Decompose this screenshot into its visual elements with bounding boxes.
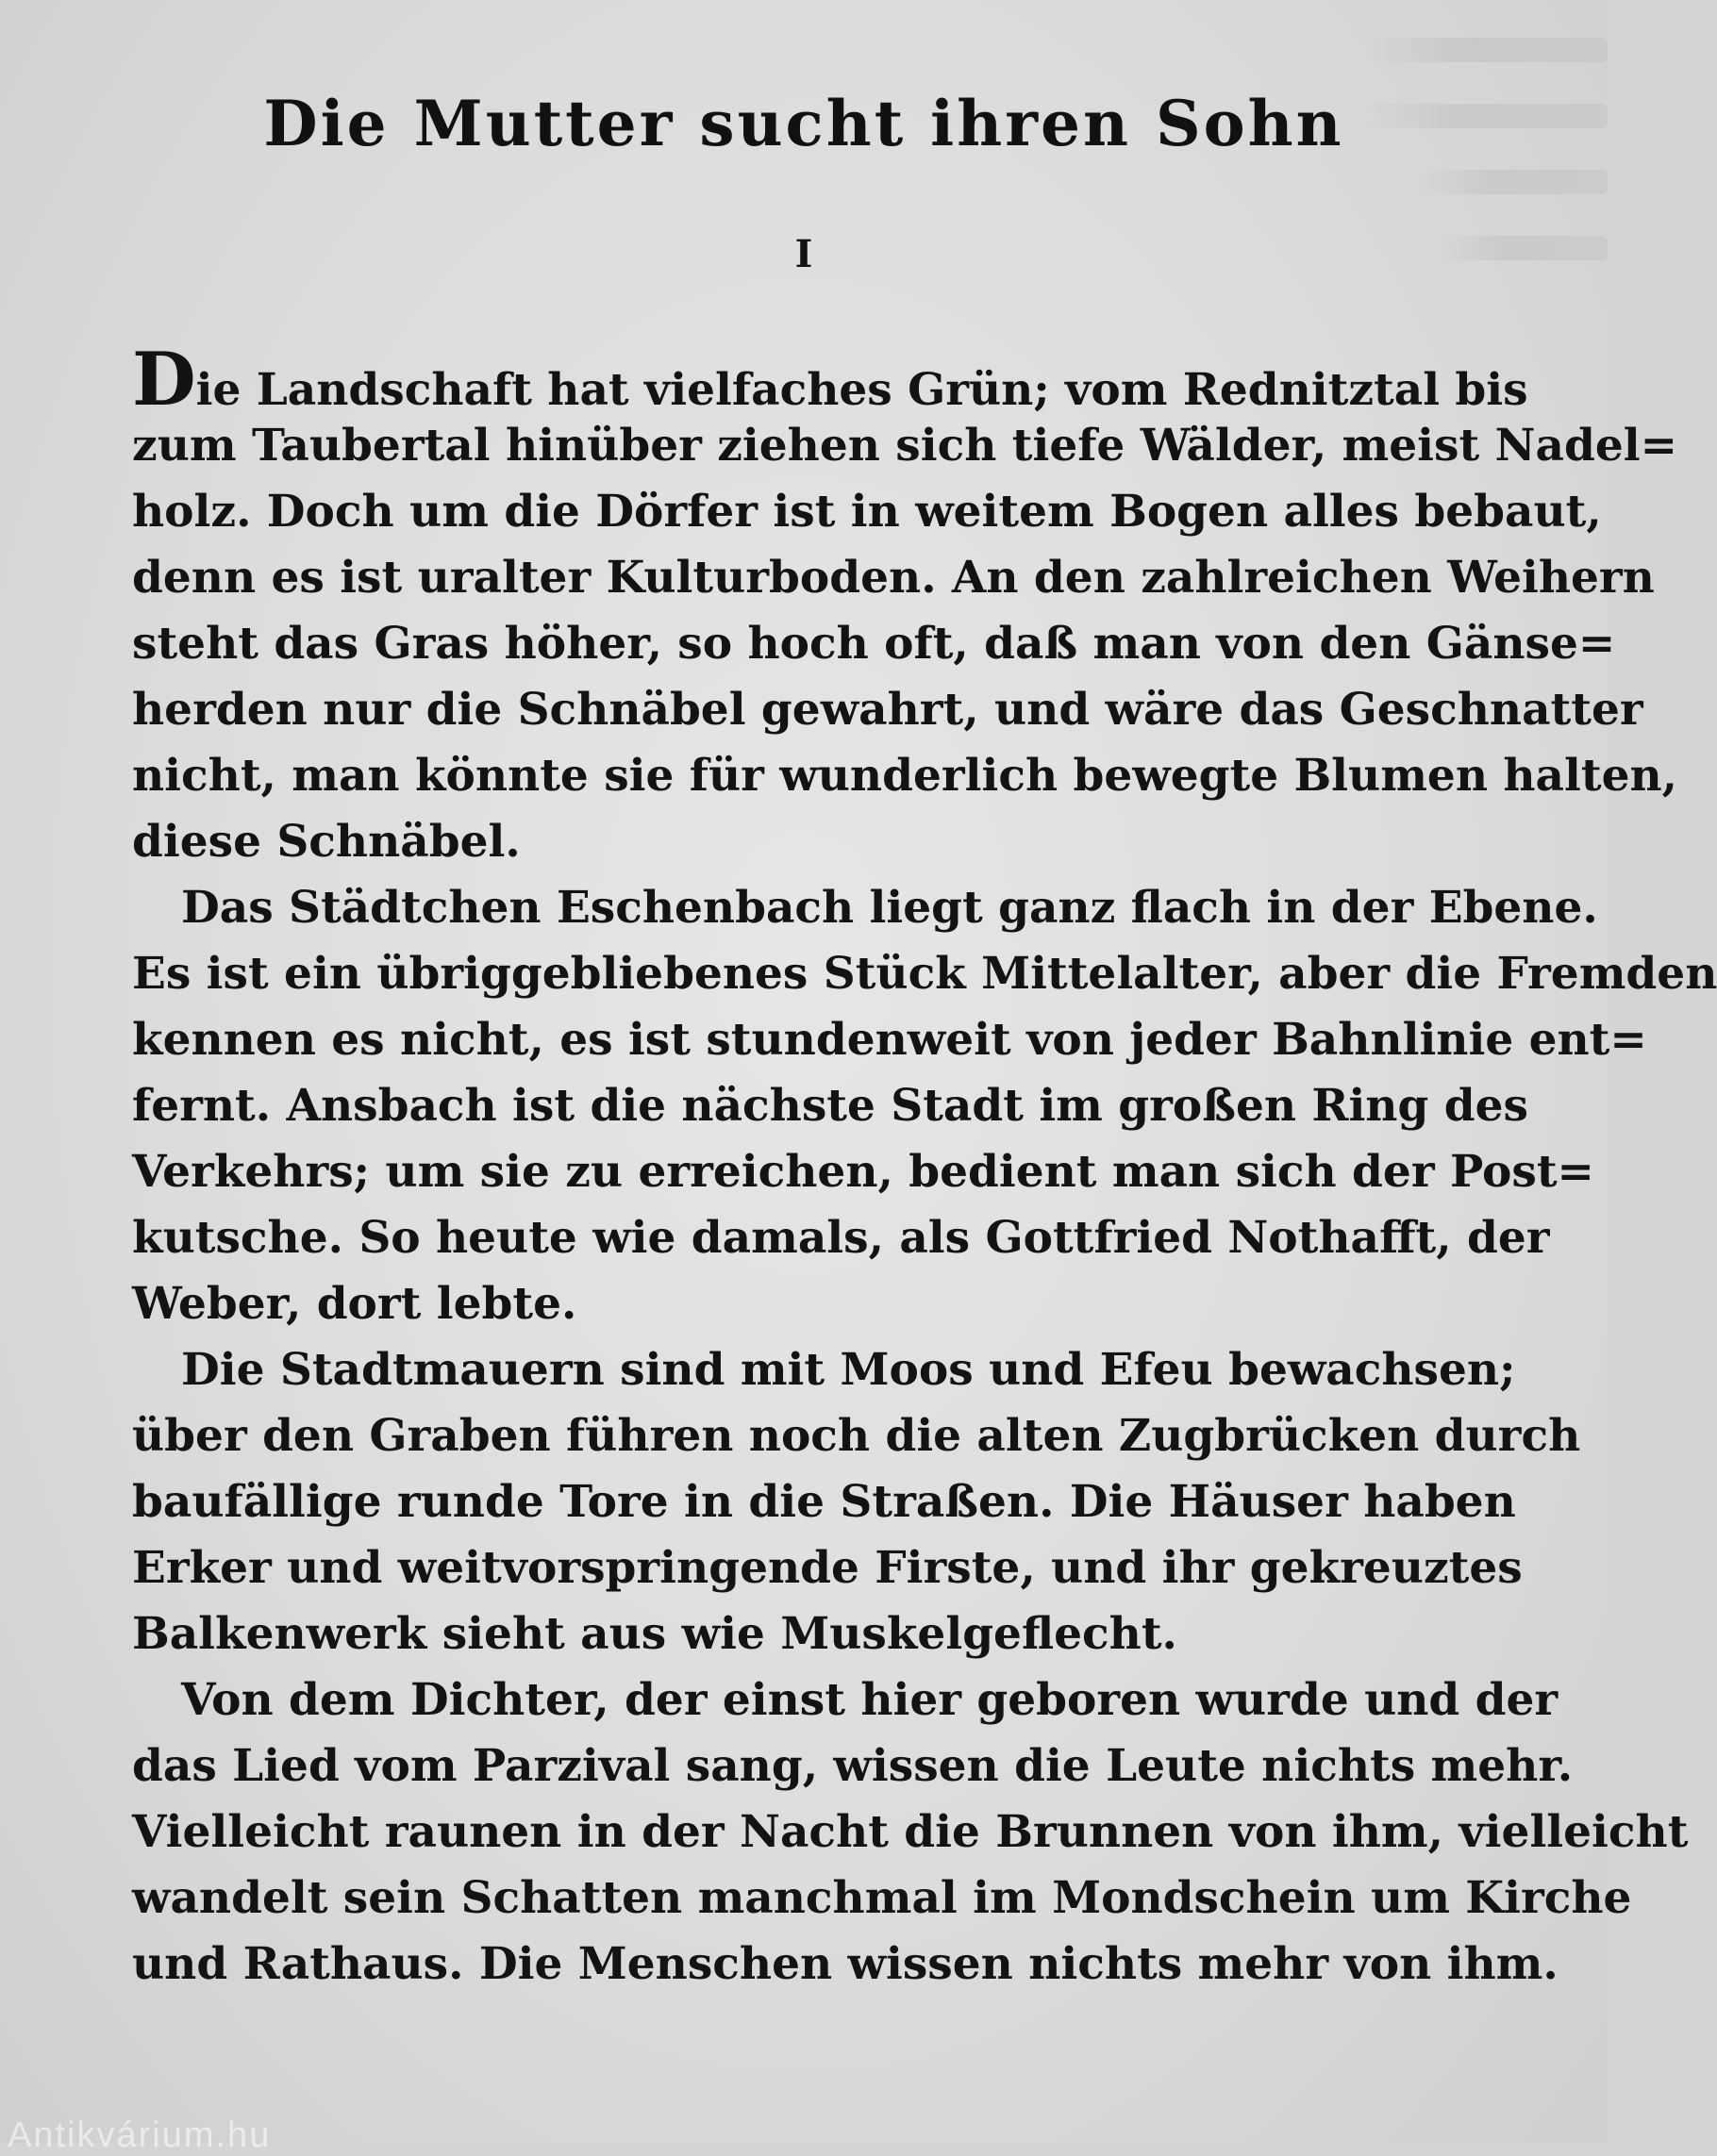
text-line: holz. Doch um die Dörfer ist in weitem Bogen alles bebaut,: [132, 486, 1602, 538]
text-line: das Lied vom Parzival sang, wissen die Leute nichts mehr.: [132, 1740, 1574, 1792]
text-line: Erker und weitvorspringende Firste, und ihr gekreuztes: [132, 1542, 1523, 1594]
text-line: diese Schnäbel.: [132, 816, 521, 868]
text-line: und Rathaus. Die Menschen wissen nichts mehr von ihm.: [132, 1938, 1559, 1990]
chapter-title: Die Mutter sucht ihren Sohn: [263, 87, 1344, 160]
watermark: Antikvárium.hu: [8, 2115, 272, 2155]
text-line: Weber, dort lebte.: [132, 1278, 577, 1330]
text-line: Die Stadtmauern sind mit Moos und Efeu bewachsen;: [181, 1344, 1516, 1396]
text-line: kennen es nicht, es ist stundenweit von jeder Bahnlinie ent=: [132, 1014, 1647, 1066]
paragraph: [132, 1337, 1581, 1667]
body-text: [132, 337, 1717, 1998]
text-line: fernt. Ansbach ist die nächste Stadt im großen Ring des: [132, 1080, 1528, 1132]
text-line: über den Graben führen noch die alten Zugbrücken durch: [132, 1410, 1581, 1462]
bleed-through-mark: [1362, 38, 1608, 62]
text-line: kutsche. So heute wie damals, als Gottfried Nothafft, der: [132, 1212, 1550, 1264]
text-line: Das Städtchen Eschenbach liegt ganz flach in der Ebene.: [181, 882, 1598, 934]
text-line: wandelt sein Schatten manchmal im Mondschein um Kirche: [132, 1872, 1632, 1924]
text-line: Von dem Dichter, der einst hier geboren wurde und der: [181, 1674, 1559, 1726]
paragraph: [132, 875, 1717, 1337]
text-line: zum Taubertal hinüber ziehen sich tiefe Wälder, meist Nadel=: [132, 420, 1677, 472]
text-line: herden nur die Schnäbel gewahrt, und wäre das Geschnatter: [132, 684, 1643, 736]
text-line: Vielleicht raunen in der Nacht die Brunnen von ihm, vielleicht: [132, 1806, 1689, 1858]
drop-cap: D: [132, 337, 196, 423]
section-number: I: [794, 232, 813, 276]
bleed-through-mark: [1419, 170, 1608, 194]
paragraph: [132, 337, 1678, 875]
text-line: Es ist ein übriggebliebenes Stück Mittelalter, aber die Fremden: [132, 948, 1717, 1000]
text-line: nicht, man könnte sie für wunderlich bewegte Blumen halten,: [132, 750, 1678, 802]
text-line: baufällige runde Tore in die Straßen. Die Häuser haben: [132, 1476, 1516, 1528]
text-line: Verkehrs; um sie zu erreichen, bedient man sich der Post=: [132, 1146, 1594, 1198]
text-line: steht das Gras höher, so hoch oft, daß man von den Gänse=: [132, 618, 1616, 670]
text-line: denn es ist uralter Kulturboden. An den zahlreichen Weihern: [132, 552, 1655, 604]
text-line: Balkenwerk sieht aus wie Muskelgeflecht.: [132, 1608, 1177, 1660]
text-line: Die Landschaft hat vielfaches Grün; vom Rednitztal bis: [132, 337, 1528, 423]
paragraph: [132, 1667, 1689, 1998]
